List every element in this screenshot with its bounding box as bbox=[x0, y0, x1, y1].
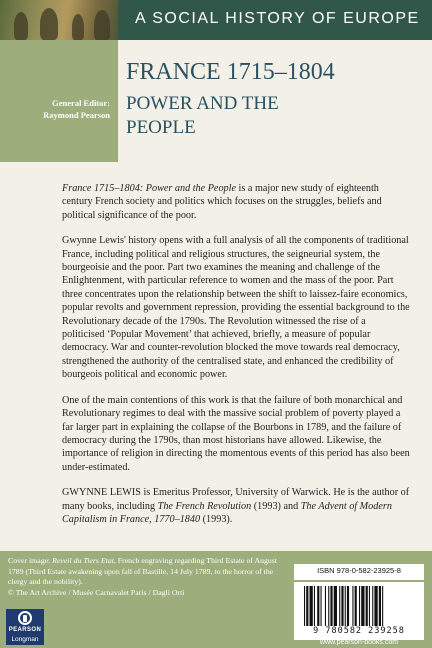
barcode-bar bbox=[314, 586, 315, 626]
bio-book-title: The Advent of Modern Capitalism in France, 1770–1840 bbox=[62, 500, 392, 525]
barcode-bar bbox=[366, 586, 368, 626]
credit-text: , French engraving regarding Third Estate of August 1789 (Third Estate awakening upon fall of Bastille, 14 July 1789, to the horror of the clergy and the nobility). bbox=[8, 556, 278, 587]
cover-footer bbox=[0, 551, 432, 648]
pearson-icon bbox=[18, 611, 32, 625]
barcode-bar bbox=[310, 586, 313, 626]
pearson-logo bbox=[6, 609, 44, 645]
book-subtitle: POWER AND THE PEOPLE bbox=[126, 93, 279, 138]
barcode-bar bbox=[321, 586, 322, 626]
website-link[interactable]: www.pearson-books.com bbox=[319, 639, 399, 646]
figure-shape bbox=[14, 12, 28, 40]
barcode-bar bbox=[339, 586, 340, 626]
book-title: FRANCE 1715–1804 bbox=[126, 59, 335, 85]
barcode-bar bbox=[334, 586, 337, 626]
blurb bbox=[62, 182, 410, 538]
barcode-bar bbox=[359, 586, 360, 626]
barcode-bar bbox=[328, 586, 329, 626]
cover-credit bbox=[8, 556, 286, 598]
barcode-bar bbox=[369, 586, 370, 626]
barcode-bar bbox=[325, 586, 326, 626]
credit-artwork-title: Reveil du Tiers Etat bbox=[52, 556, 114, 565]
barcode-bar bbox=[379, 586, 381, 626]
blurb-text: is a major new study of eighteenth century French society and politics which focuses on the struggles, beliefs and political significance of the poor. bbox=[62, 183, 382, 221]
editor-name: Raymond Pearson bbox=[43, 110, 110, 120]
isbn: ISBN 978-0-582-23925-8 bbox=[317, 566, 401, 575]
blurb-paragraph: Gwynne Lewis' history opens with a full analysis of all the components of traditional France, including political and religious structures, the seigneurial system, the bourgeoisie and the poor. Part two examines the meaning and challenge of the Enlightenment, with particular reference to women and the mass of the poor. Part three concentrates upon the relationship between the shift to laissez-faire economics, popular revolts and government repression, providing the essential background to the Revolutionary decade of the 1790s. The Revolution witnessed the rise of a politicised ‘Popular Movement’ that achieved, briefly, a measure of popular democracy. War and counter-revolution blocked the move towards real democracy, strengthened the authority of the centralised state, and enhanced the credibility of bourgeois political and economic power. bbox=[62, 235, 410, 381]
imprint-name: Longman bbox=[11, 636, 39, 643]
bio-text: (1993) and bbox=[251, 500, 301, 512]
bio-book-title: The French Revolution bbox=[157, 500, 252, 512]
barcode-bar bbox=[382, 586, 383, 626]
barcode-bar bbox=[317, 586, 319, 626]
bio-text: GWYNNE LEWIS is Emeritus Professor, University of Warwick. He is the author of many books, including bbox=[62, 487, 410, 512]
barcode-bar bbox=[361, 586, 364, 626]
blurb-paragraph bbox=[62, 182, 410, 222]
engraving-thumbnail bbox=[0, 0, 118, 40]
credit-copyright: © The Art Archive / Musée Carnavalet Paris / Dagli Orti bbox=[8, 587, 185, 597]
barcode-bar bbox=[306, 586, 308, 626]
author-bio bbox=[62, 486, 410, 526]
credit-text: Cover image: bbox=[8, 556, 53, 565]
publisher-mark: PEARSON bbox=[8, 627, 42, 633]
barcode-bars bbox=[304, 586, 414, 626]
barcode-bar bbox=[355, 586, 357, 626]
figure-shape bbox=[72, 14, 84, 40]
barcode-bar bbox=[304, 586, 305, 626]
title-area bbox=[118, 40, 432, 162]
editor-role: General Editor: bbox=[52, 98, 110, 108]
barcode bbox=[294, 566, 424, 640]
barcode-bar bbox=[345, 586, 346, 626]
figure-shape bbox=[94, 10, 110, 40]
cover-header bbox=[0, 0, 432, 162]
barcode-bar bbox=[341, 586, 343, 626]
figure-shape bbox=[40, 8, 58, 40]
editor-panel bbox=[0, 40, 118, 162]
website[interactable] bbox=[294, 640, 424, 648]
barcode-bar bbox=[374, 586, 377, 626]
series-band bbox=[0, 0, 432, 40]
barcode-digits: 9 780582 239258 bbox=[313, 626, 405, 636]
book-title-inline: France 1715–1804: Power and the People bbox=[62, 183, 236, 194]
series-title: A SOCIAL HISTORY OF EUROPE bbox=[135, 10, 420, 27]
barcode-bar bbox=[330, 586, 332, 626]
bio-text: (1993). bbox=[200, 513, 233, 525]
barcode-bar bbox=[372, 586, 373, 626]
barcode-bar bbox=[347, 586, 349, 626]
blurb-paragraph: One of the main contentions of this work is that the failure of both monarchical and Revolutionary regimes to deal with the massive social problem of poverty played a far larger part in explaining the collapse of the Bourbons in 1789, and the failure of democracy during the 1790s, than most historians have allowed. Likewise, the importance of religion in directing the momentous events of this period has also been under-estimated. bbox=[62, 394, 410, 473]
barcode-bar bbox=[352, 586, 353, 626]
